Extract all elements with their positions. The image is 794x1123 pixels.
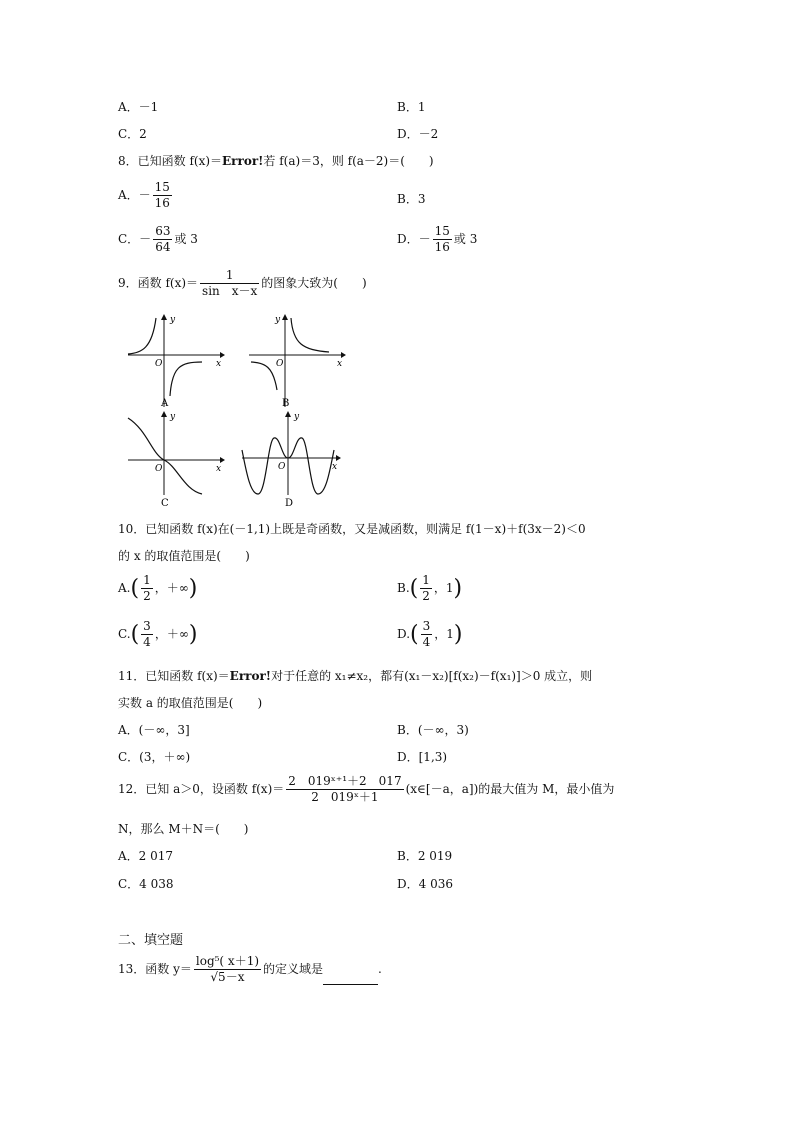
q11-option-a: A．(－∞，3] [118,723,190,737]
q12-stem: 12．已知 a＞0，设函数 f(x)＝ $\frac{\text{2 019ˣ⁺¹＋2 017}}{\text{2 019ˣ＋1}}$ (x∈[－a，a])的最大值为 M，最小值为 [118,774,615,804]
q8-stem [118,152,434,169]
q12-option-c: C．4 038 [118,877,174,891]
q10-stem-line2: 的 x 的取值范围是( ) [118,549,250,563]
svg-text:O: O [155,464,163,474]
q8-option-d: D．－ $\frac{15}{16}$ 或 3 [397,224,478,254]
q11-option-c: C．(3，＋∞) [118,750,191,764]
q8-c-fraction: $\frac{63}{64}$ [155,224,171,254]
q11-stem-line2: 实数 a 的取值范围是( ) [118,696,263,710]
q10-stem-line1: 10．已知函数 f(x)在(－1,1)上既是奇函数，又是减函数，则满足 f(1－x)＋f(3x－2)＜0 [118,522,586,536]
q13-answer-blank[interactable] [323,972,378,985]
q12-fraction: $\frac{\text{2 019ˣ⁺¹＋2 017}}{\text{2 019ˣ＋1}}$ [288,774,402,804]
q12-stem-line2: N，那么 M＋N＝( ) [118,822,249,836]
q8-error-text: Error! [222,154,264,168]
q10-option-b: B.( $\frac{1}{2}$ ，1) [397,573,463,603]
q8-a-fraction: $\frac{15}{16}$ [154,180,170,210]
graph-d [236,410,348,510]
q11-error-text: Error! [229,669,272,683]
q12-option-b: B．2 019 [397,849,453,863]
q7-option-b: B．1 [397,100,426,114]
q8-stem-pre: 8．已知函数 f(x)＝ [118,154,223,168]
svg-text:B: B [282,398,290,409]
svg-text:y: y [275,315,281,325]
q10-option-d: D.( $\frac{3}{4}$ ，1) [397,619,463,649]
graph-a [122,312,227,412]
q13-fraction: $\frac{\text{log⁵( x＋1)}}{√5-x}$ [195,954,260,984]
q9-stem: 9．函数 f(x)＝ $\frac{1}{\text{sin x－x}}$ 的图象大致为( ) [118,268,367,298]
q7-option-c: C．2 [118,127,147,141]
q7-option-a: A．－1 [118,100,159,114]
svg-text:y: y [294,412,300,422]
svg-text:x: x [332,462,338,472]
q8-d-fraction: $\frac{15}{16}$ [434,224,450,254]
q12-option-d: D．4 036 [397,877,453,891]
svg-text:x: x [337,359,343,369]
svg-text:D: D [285,498,294,509]
svg-text:A: A [161,398,169,409]
svg-text:y: y [170,315,176,325]
svg-text:x: x [216,359,222,369]
q13-stem: 13．函数 y＝ $\frac{\text{log⁵( x＋1)}}{√5-x}$ 的定义域是 . [118,954,382,984]
q9-fraction: $\frac{1}{\text{sin x－x}}$ [202,268,258,298]
svg-text:y: y [170,412,176,422]
q11-option-b: B．(－∞，3) [397,723,469,737]
q8-option-b: B．3 [397,192,426,206]
graph-c [122,410,227,510]
q10-option-c: C.( $\frac{3}{4}$ ，＋∞) [118,619,198,649]
svg-text:O: O [278,462,286,472]
svg-text:x: x [216,464,222,474]
svg-text:C: C [161,498,169,509]
q12-option-a: A．2 017 [118,849,174,863]
q11-stem: 11．已知函数 f(x)＝Error!对于任意的 x₁≠x₂，都有(x₁－x₂)[f(x₂)－f(x₁)]＞0 成立，则 [118,669,593,683]
q8-option-a: A．－ $\frac{15}{16}$ [118,180,170,210]
q11-option-d: D．[1,3) [397,750,448,764]
svg-text:O: O [155,359,163,369]
section-heading: 二、填空题 [118,933,184,948]
q8-stem-post: 若 f(a)＝3，则 f(a－2)＝( ) [263,154,434,168]
q10-option-a: A.( $\frac{1}{2}$ ，＋∞) [118,573,198,603]
graph-b [243,312,348,412]
q7-option-d: D．－2 [397,127,439,141]
q8-option-c: C．－ $\frac{63}{64}$ 或 3 [118,224,198,254]
svg-text:O: O [276,359,284,369]
